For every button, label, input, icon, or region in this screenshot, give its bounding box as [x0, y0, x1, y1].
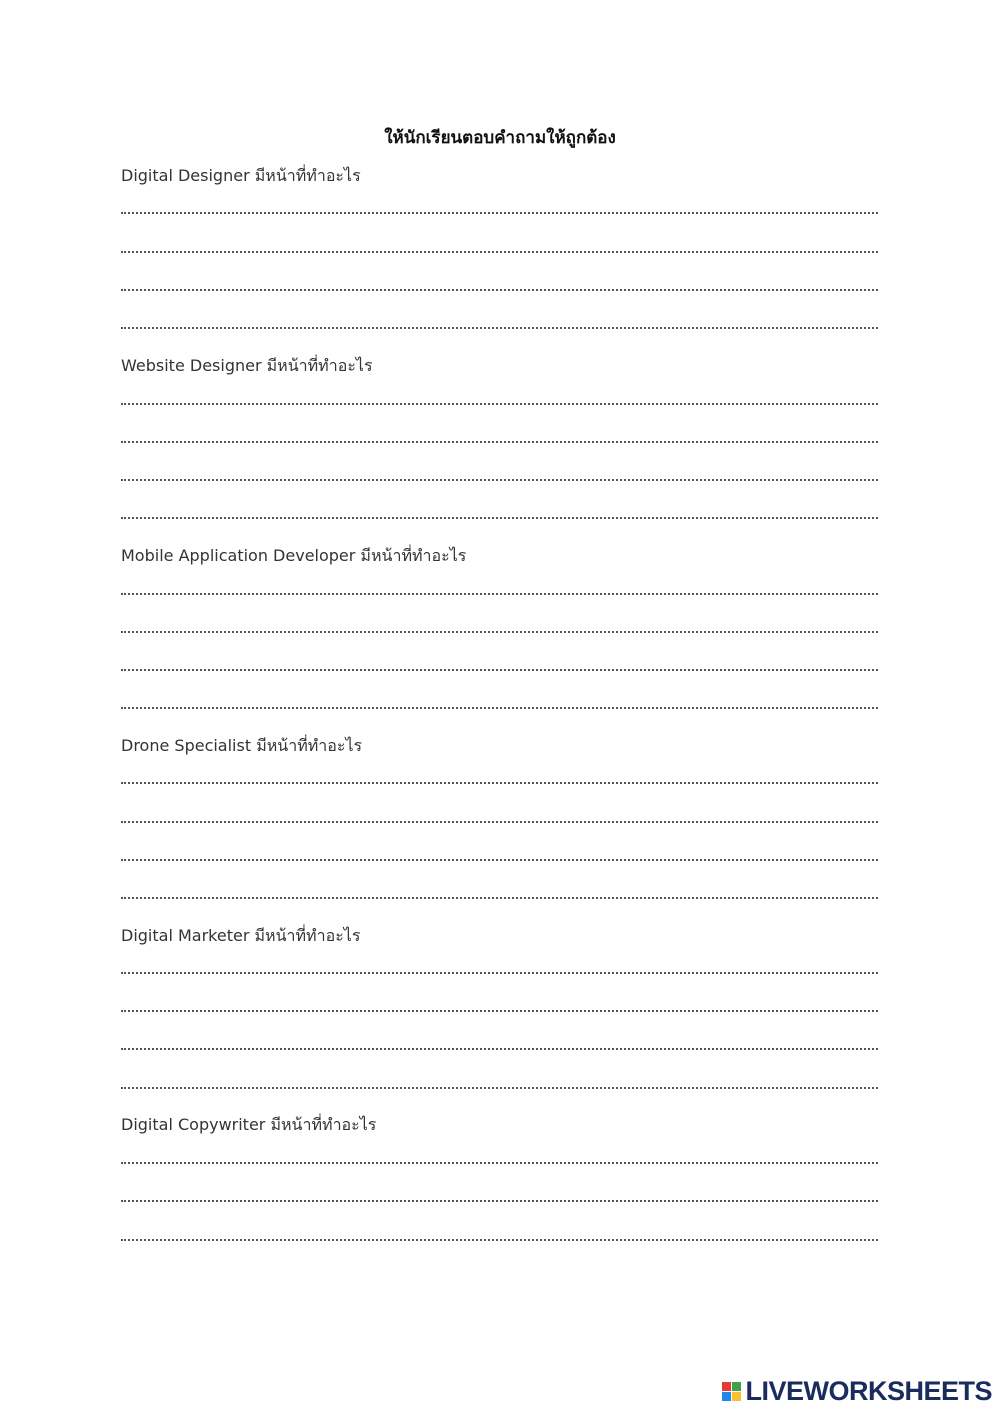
worksheet-title: ให้นักเรียนตอบคำถามให้ถูกต้อง [384, 128, 616, 148]
question-label: Digital Copywriter มีหน้าที่ทำอะไร [121, 1115, 377, 1134]
logo-text: LIVEWORKSHEETS [745, 1375, 992, 1406]
answer-line[interactable] [121, 669, 878, 671]
answer-line[interactable] [121, 1162, 878, 1164]
question-label: Mobile Application Developer มีหน้าที่ทำอะไร [121, 546, 467, 565]
question-label: Digital Marketer มีหน้าที่ทำอะไร [121, 926, 361, 945]
question-label: Drone Specialist มีหน้าที่ทำอะไร [121, 736, 363, 755]
answer-line[interactable] [121, 707, 878, 709]
logo-mark-icon [722, 1382, 741, 1401]
answer-line[interactable] [121, 972, 878, 974]
answer-line[interactable] [121, 1200, 878, 1202]
answer-line[interactable] [121, 441, 878, 443]
answer-line[interactable] [121, 251, 878, 253]
answer-line[interactable] [121, 859, 878, 861]
answer-line[interactable] [121, 479, 878, 481]
answer-line[interactable] [121, 782, 878, 784]
logo-square [722, 1392, 731, 1401]
answer-line[interactable] [121, 1087, 878, 1089]
logo-square [732, 1382, 741, 1391]
answer-line[interactable] [121, 1239, 878, 1241]
question-label: Digital Designer มีหน้าที่ทำอะไร [121, 166, 361, 185]
liveworksheets-logo [722, 1377, 992, 1405]
logo-square [732, 1392, 741, 1401]
answer-line[interactable] [121, 897, 878, 899]
answer-line[interactable] [121, 289, 878, 291]
answer-line[interactable] [121, 1048, 878, 1050]
answer-line[interactable] [121, 403, 878, 405]
question-label: Website Designer มีหน้าที่ทำอะไร [121, 356, 373, 375]
answer-line[interactable] [121, 1010, 878, 1012]
answer-line[interactable] [121, 212, 878, 214]
answer-line[interactable] [121, 593, 878, 595]
answer-line[interactable] [121, 517, 878, 519]
logo-square [722, 1382, 731, 1391]
answer-line[interactable] [121, 821, 878, 823]
answer-line[interactable] [121, 327, 878, 329]
answer-line[interactable] [121, 631, 878, 633]
